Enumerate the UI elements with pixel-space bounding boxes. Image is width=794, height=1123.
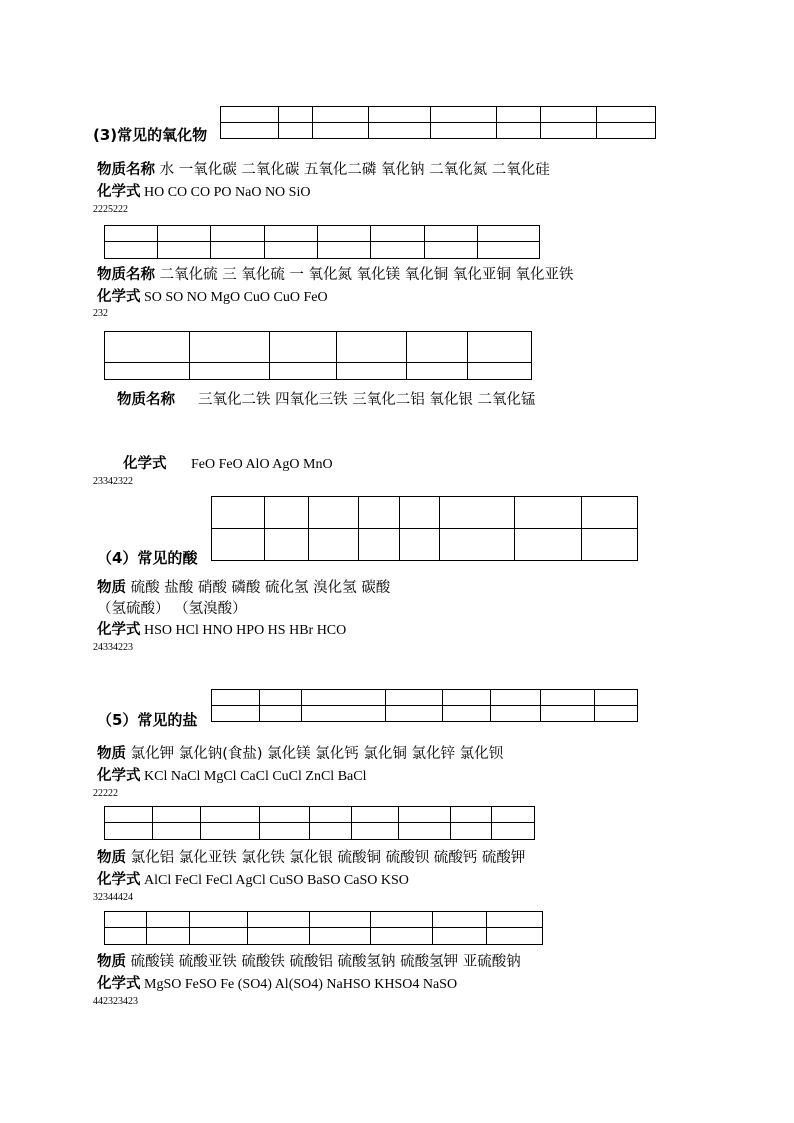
acids-formulas: 化学式 HSO HCl HNO HPO HS HBr HCO (97, 622, 347, 638)
oxides-table-2 (104, 225, 540, 259)
salts-heading: （5）常见的盐 (97, 711, 198, 729)
oxides-subscripts-2: 232 (93, 308, 108, 319)
acids-names: 物质 硫酸 盐酸 硝酸 磷酸 硫化氢 溴化氢 碳酸 (97, 580, 391, 596)
oxides-formulas-2: 化学式 SO SO NO MgO CuO CuO FeO (97, 289, 328, 305)
acids-table (211, 496, 638, 561)
salts-subscripts-3: 442323423 (93, 996, 138, 1007)
salts-names-2: 物质 氯化铝 氯化亚铁 氯化铁 氯化银 硫酸铜 硫酸钡 硫酸钙 硫酸钾 (97, 850, 526, 866)
oxides-subscripts-1: 2225222 (93, 204, 128, 215)
acids-heading: （4）常见的酸 (97, 549, 198, 567)
oxides-formulas-1: 化学式 HO CO CO PO NaO NO SiO (97, 184, 311, 200)
oxides-table-3 (104, 331, 532, 380)
salts-formulas-3: 化学式 MgSO FeSO Fe (SO4) Al(SO4) NaHSO KHSO4 NaSO (97, 976, 458, 992)
salts-subscripts-1: 22222 (93, 788, 118, 799)
salts-names-3: 物质 硫酸镁 硫酸亚铁 硫酸铁 硫酸铝 硫酸氢钠 硫酸氢钾 亚硫酸钠 (97, 954, 521, 970)
salts-names-1: 物质 氯化钾 氯化钠(食盐) 氯化镁 氯化钙 氯化铜 氯化锌 氯化钡 (97, 746, 504, 762)
oxides-names-1: 物质名称 水 一氧化碳 二氧化碳 五氧化二磷 氧化钠 二氧化氮 二氧化硅 (97, 162, 550, 178)
acids-subscripts: 24334223 (93, 642, 133, 653)
oxides-formulas-3: 化学式 FeO FeO AlO AgO MnO (123, 456, 333, 472)
salts-subscripts-2: 32344424 (93, 892, 133, 903)
oxides-names-2: 物质名称 二氧化硫 三 氧化硫 一 氧化氮 氧化镁 氧化铜 氧化亚铜 氧化亚铁 (97, 267, 574, 283)
salts-formulas-2: 化学式 AlCl FeCl FeCl AgCl CuSO BaSO CaSO KSO (97, 872, 409, 888)
salts-table-3 (104, 911, 543, 945)
oxides-names-3: 物质名称 三氧化二铁 四氧化三铁 三氧化二铝 氧化银 二氧化锰 (117, 392, 536, 408)
oxides-heading: (3)常见的氧化物 (93, 126, 208, 144)
salts-table-1 (211, 689, 638, 722)
acids-names-note: （氢硫酸） （氢溴酸） (97, 601, 247, 617)
salts-formulas-1: 化学式 KCl NaCl MgCl CaCl CuCl ZnCl BaCl (97, 768, 367, 784)
oxides-subscripts-3: 23342322 (93, 476, 133, 487)
salts-table-2 (104, 806, 535, 840)
oxides-table-1 (220, 106, 656, 139)
